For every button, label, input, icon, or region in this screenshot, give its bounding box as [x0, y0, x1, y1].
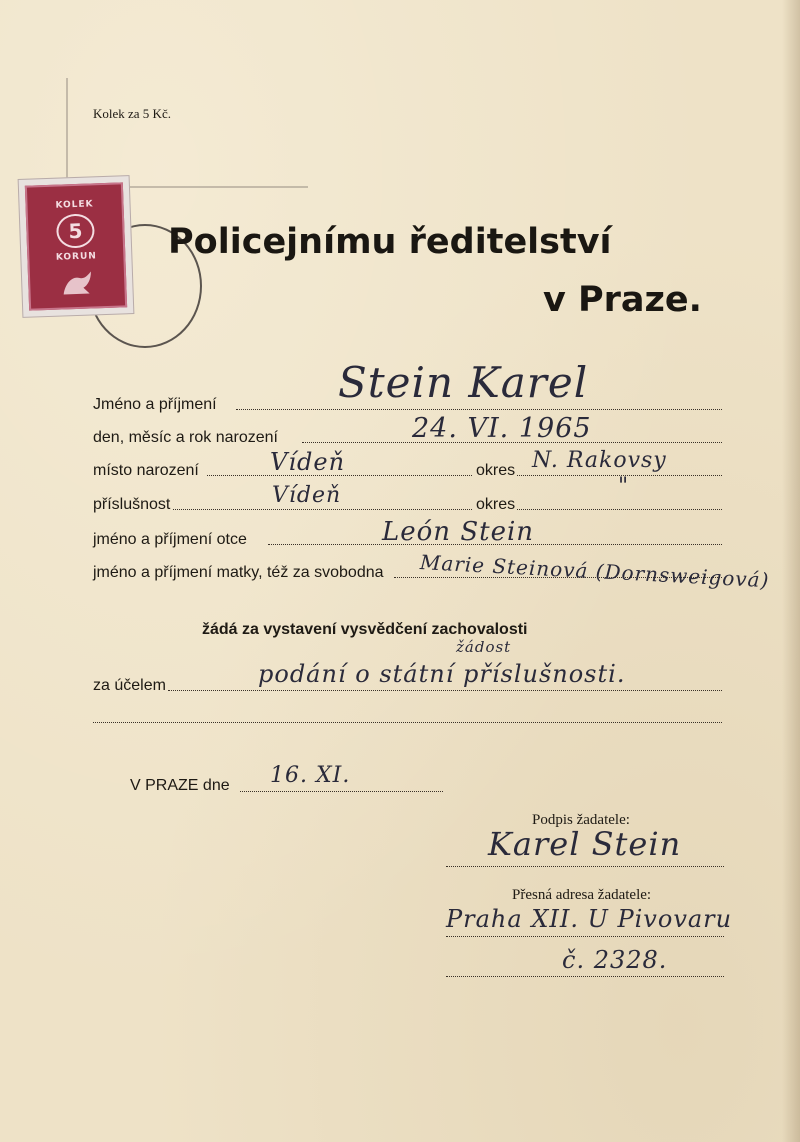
- label-signature: Podpis žadatele:: [532, 812, 630, 828]
- value-full-name: Stein Karel: [338, 358, 589, 407]
- value-date: 16. XI.: [270, 763, 351, 788]
- dotted-line: [446, 936, 724, 937]
- dotted-line: [236, 409, 722, 410]
- value-father-name: León Stein: [382, 517, 535, 547]
- date-city: V PRAZE: [130, 777, 199, 794]
- label-date-city: [130, 777, 230, 795]
- stamp-bottom-text: KORUN: [55, 251, 98, 263]
- label-full-name: Jméno a příjmení: [93, 396, 217, 413]
- page-title-line1: Policejnímu ředitelství: [168, 222, 612, 262]
- lion-emblem-icon: [55, 267, 100, 299]
- value-signature: Karel Stein: [488, 825, 682, 863]
- label-purpose: za účelem: [93, 677, 166, 694]
- value-address-line1: Praha XII. U Pivovaru: [446, 905, 733, 933]
- page-title-line2: v Praze.: [543, 280, 702, 320]
- faded-office-stamp: [66, 78, 308, 188]
- label-father-name: jméno a příjmení otce: [93, 531, 247, 548]
- label-address: Přesná adresa žadatele:: [512, 887, 652, 903]
- value-citizenship-district: ": [618, 474, 630, 499]
- label-birth-district: okres: [476, 462, 516, 479]
- dotted-line: [446, 976, 724, 977]
- date-dne: dne: [202, 777, 230, 794]
- page-edge-shadow: [782, 0, 800, 1142]
- dotted-line: [168, 690, 722, 691]
- kolek-label: Kolek za 5 Kč.: [93, 106, 171, 121]
- value-purpose: podání o státní příslušnosti.: [258, 660, 626, 688]
- stamp-top-text: KOLEK: [55, 199, 94, 211]
- label-mother-name: jméno a příjmení matky, též za svobodna: [93, 564, 384, 581]
- label-citizenship: příslušnost: [93, 496, 171, 513]
- stamp-value: 5: [56, 213, 95, 248]
- dotted-line: [173, 509, 472, 510]
- dotted-line: [240, 791, 443, 792]
- label-birth-place: místo narození: [93, 462, 199, 479]
- revenue-stamp: [18, 175, 135, 318]
- dotted-line: [517, 509, 722, 510]
- dotted-line: [446, 866, 724, 867]
- purpose-insertion: žádost: [456, 638, 512, 656]
- revenue-stamp-face: [25, 182, 127, 310]
- value-birth-place: Vídeň: [270, 448, 346, 476]
- value-birth-date: 24. VI. 1965: [412, 413, 592, 444]
- value-mother-name: Marie Steinová (Dornsweigová): [419, 550, 770, 593]
- label-citizenship-district: okres: [476, 496, 516, 513]
- request-statement: žádá za vystavení vysvědčení zachovalosti: [202, 621, 528, 638]
- dotted-line: [93, 722, 722, 723]
- label-birth-date: den, měsíc a rok narození: [93, 429, 278, 446]
- value-birth-district: N. Rakovsy: [532, 448, 667, 473]
- value-citizenship: Vídeň: [272, 483, 342, 508]
- value-address-line2: č. 2328.: [562, 946, 668, 974]
